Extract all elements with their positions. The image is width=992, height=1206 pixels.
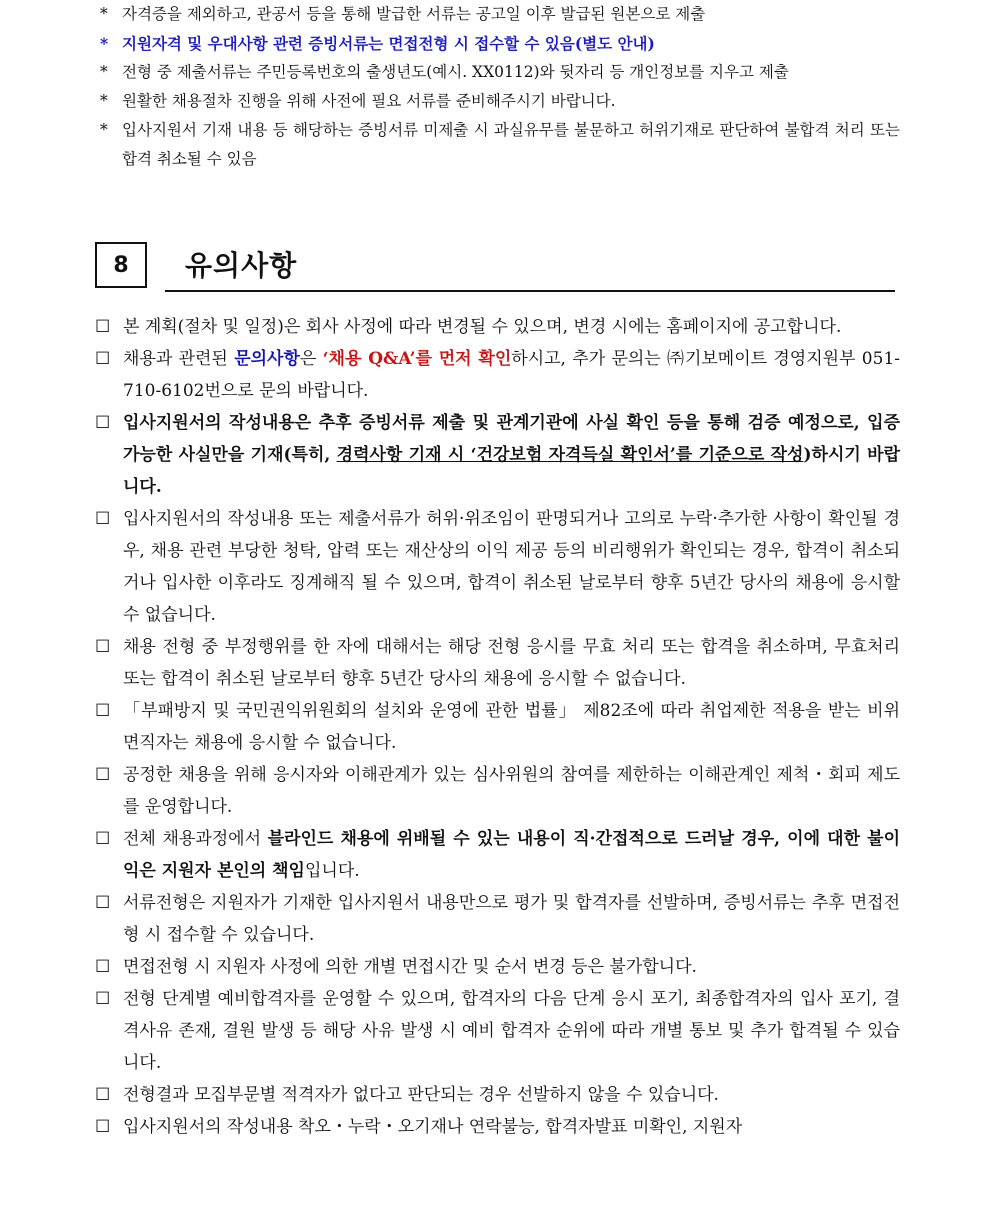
checkbox-bullet-icon: ☐ [95,1085,111,1105]
note-text: 입사지원서 기재 내용 등 해당하는 증빙서류 미제출 시 과실유무를 불문하고 허위기재로 판단하여 불합격 처리 또는 합격 취소될 수 있음 [122,121,900,168]
note-item [100,87,900,116]
item-text: 공정한 채용을 위해 응시자와 이해관계가 있는 심사위원의 참여를 제한하는 이해관계인 제척・회피 제도를 운영합니다. [123,765,900,817]
list-item [95,1079,900,1111]
list-item [95,823,900,887]
caution-list [95,311,900,1143]
list-item [95,887,900,951]
list-item [95,1111,900,1143]
item-text [123,407,900,503]
note-text: 원활한 채용절차 진행을 위해 사전에 필요 서류를 준비해주시기 바랍니다. [122,92,616,110]
list-item [95,695,900,759]
checkbox-bullet-icon: ☐ [95,509,111,529]
underlined-text: 경력사항 기재 시 ‘건강보험 자격득실 확인서’를 기준으로 작성 [336,445,804,465]
checkbox-bullet-icon: ☐ [95,893,111,913]
list-item [95,759,900,823]
section-header [95,242,895,294]
checkbox-bullet-icon: ☐ [95,349,111,369]
asterisk-mark: * [100,92,108,110]
item-text [123,343,900,407]
checkbox-bullet-icon: ☐ [95,637,111,657]
asterisk-mark: * [100,34,109,53]
item-text: 서류전형은 지원자가 기재한 입사지원서 내용만으로 평가 및 합격자를 선발하며, 증빙서류는 추후 면접전형 시 접수할 수 있습니다. [123,893,900,945]
checkbox-bullet-icon: ☐ [95,989,111,1009]
asterisk-mark: * [100,121,108,139]
checkbox-bullet-icon: ☐ [95,701,111,721]
text-run: 입니다. [304,861,360,881]
item-text: 입사지원서의 작성내용 착오・누락・오기재나 연락불능, 합격자발표 미확인, 지원자 [123,1117,743,1137]
section-number-box: 8 [95,242,147,288]
asterisk-mark: * [100,5,108,23]
item-text: 본 계획(절차 및 일정)은 회사 사정에 따라 변경될 수 있으며, 변경 시에는 홈페이지에 공고합니다. [123,317,842,337]
checkbox-bullet-icon: ☐ [95,1117,111,1137]
list-item [95,343,900,407]
asterisk-mark: * [100,63,108,81]
text-run: 은 [299,349,323,369]
item-text: 전형결과 모집부문별 적격자가 없다고 판단되는 경우 선발하지 않을 수 있습니다. [123,1085,719,1105]
item-text: 면접전형 시 지원자 사정에 의한 개별 면접시간 및 순서 변경 등은 불가합니다. [123,957,697,977]
checkbox-bullet-icon: ☐ [95,957,111,977]
text-run: 하시고, 추가 문의는 ㈜기보메이트 경영지원부 051-710-6102번으로 문의 바랍니다. [123,349,900,401]
list-item [95,311,900,343]
section-title: 유의사항 [185,249,298,282]
note-text: 지원자격 및 우대사항 관련 증빙서류는 면접전형 시 접수할 수 있음(별도 안내) [122,34,655,53]
note-text: 자격증을 제외하고, 관공서 등을 통해 발급한 서류는 공고일 이후 발급된 원본으로 제출 [122,5,706,23]
item-text: 입사지원서의 작성내용 또는 제출서류가 허위·위조임이 판명되거나 고의로 누락·추가한 사항이 확인될 경우, 채용 관련 부당한 청탁, 압력 또는 재산상의 이익 제공 등의 비리행위가 확인되는 경우, 합격이 취소되거나 입사한 이후라도 징계해직 될 수 있으며, 합격이 취소된 날로부터 향후 5년간 당사의 채용에 응시할 수 없습니다. [123,509,900,625]
note-item-highlight [100,29,900,58]
inquiry-highlight: 문의사항 [234,349,300,369]
checkbox-bullet-icon: ☐ [95,413,111,433]
note-text: 전형 중 제출서류는 주민등록번호의 출생년도(예시. XX0112)와 뒷자리 등 개인정보를 지우고 제출 [122,63,789,81]
list-item [95,407,900,503]
submission-notes [100,0,900,174]
note-item [100,116,900,174]
text-run: 입사지원서의 작성내용은 추후 증빙서류 제출 및 관계기관에 사실 확인 등을 통해 검증 예정으로, 입증 가능한 사실만을 기재(특히, [123,413,900,465]
note-item [100,58,900,87]
item-text: 채용 전형 중 부정행위를 한 자에 대해서는 해당 전형 응시를 무효 처리 또는 합격을 취소하며, 무효처리 또는 합격이 취소된 날로부터 향후 5년간 당사의 채용에 응시할 수 없습니다. [123,637,900,689]
item-text [123,823,900,887]
list-item [95,951,900,983]
text-run: )하시기 바랍니다. [123,445,900,497]
list-item [95,631,900,695]
text-run: 채용과 관련된 [123,349,235,369]
text-run: 전체 채용과정에서 [123,829,268,849]
section-underline [165,290,895,292]
note-item [100,0,900,29]
item-text: 전형 단계별 예비합격자를 운영할 수 있으며, 합격자의 다음 단계 응시 포기, 최종합격자의 입사 포기, 결격사유 존재, 결원 발생 등 해당 사유 발생 시 예비 합격자 순위에 따라 개별 통보 및 추가 합격될 수 있습니다. [123,989,900,1073]
qa-highlight: ‘채용 Q&A’를 먼저 확인 [322,349,512,369]
bold-text: 블라인드 채용에 위배될 수 있는 내용이 직·간접적으로 드러날 경우, 이에 대한 불이익은 지원자 본인의 책임 [123,829,900,881]
checkbox-bullet-icon: ☐ [95,765,111,785]
checkbox-bullet-icon: ☐ [95,317,111,337]
list-item [95,983,900,1079]
item-text: 「부패방지 및 국민권익위원회의 설치와 운영에 관한 법률」 제82조에 따라 취업제한 적용을 받는 비위면직자는 채용에 응시할 수 없습니다. [123,701,900,753]
list-item [95,503,900,631]
checkbox-bullet-icon: ☐ [95,829,111,849]
